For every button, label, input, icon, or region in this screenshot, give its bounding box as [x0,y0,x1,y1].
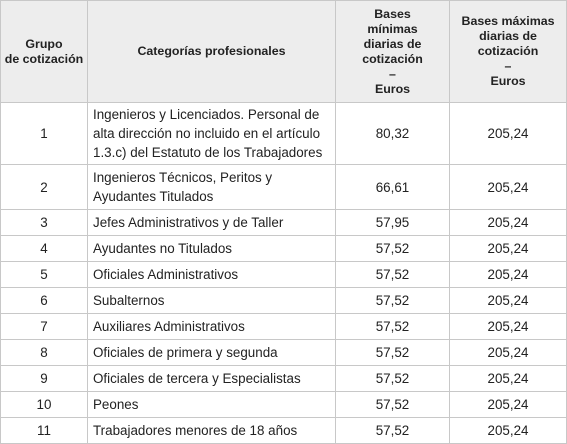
base-minima-cell: 57,52 [336,366,450,392]
base-minima-cell: 57,52 [336,288,450,314]
base-minima-cell: 57,52 [336,392,450,418]
base-maxima-cell: 205,24 [450,288,567,314]
base-minima-cell: 57,52 [336,236,450,262]
table-row [1,340,567,366]
categoria-cell: Oficiales Administrativos [88,262,336,288]
header-grupo: Grupo de cotización [1,1,88,103]
grupo-cell: 10 [1,392,88,418]
grupo-cell: 3 [1,210,88,236]
categoria-cell: Jefes Administrativos y de Taller [88,210,336,236]
base-maxima-cell: 205,24 [450,103,567,165]
table-row [1,366,567,392]
header-categorias: Categorías profesionales [88,1,336,103]
grupo-cell: 7 [1,314,88,340]
base-maxima-cell: 205,24 [450,236,567,262]
grupo-cell: 4 [1,236,88,262]
categoria-cell: Ayudantes no Titulados [88,236,336,262]
table-row [1,262,567,288]
base-minima-cell: 57,52 [336,418,450,444]
categoria-cell: Ingenieros y Licenciados. Personal de alta dirección no incluido en el artículo 1.3.c) del Estatuto de los Trabajadores [88,103,336,165]
base-minima-cell: 57,52 [336,314,450,340]
categoria-cell: Peones [88,392,336,418]
categoria-cell: Oficiales de primera y segunda [88,340,336,366]
grupo-cell: 6 [1,288,88,314]
base-maxima-cell: 205,24 [450,210,567,236]
categoria-cell: Trabajadores menores de 18 años [88,418,336,444]
grupo-cell: 9 [1,366,88,392]
base-minima-cell: 66,61 [336,165,450,210]
base-maxima-cell: 205,24 [450,314,567,340]
table-row [1,314,567,340]
base-minima-cell: 57,52 [336,340,450,366]
table-row [1,103,567,165]
base-minima-cell: 80,32 [336,103,450,165]
table-row [1,165,567,210]
table-row [1,288,567,314]
base-maxima-cell: 205,24 [450,262,567,288]
base-minima-cell: 57,52 [336,262,450,288]
header-bases-minimas: Bases mínimas diarias de cotización – Euros [336,1,450,103]
table-row [1,210,567,236]
header-row [1,1,567,103]
base-minima-cell: 57,95 [336,210,450,236]
grupo-cell: 2 [1,165,88,210]
table-row [1,392,567,418]
categoria-cell: Ingenieros Técnicos, Peritos y Ayudantes Titulados [88,165,336,210]
base-maxima-cell: 205,24 [450,392,567,418]
table-row [1,236,567,262]
grupo-cell: 11 [1,418,88,444]
categoria-cell: Oficiales de tercera y Especialistas [88,366,336,392]
categoria-cell: Auxiliares Administrativos [88,314,336,340]
grupo-cell: 5 [1,262,88,288]
base-maxima-cell: 205,24 [450,165,567,210]
grupo-cell: 8 [1,340,88,366]
base-maxima-cell: 205,24 [450,340,567,366]
grupo-cell: 1 [1,103,88,165]
categoria-cell: Subalternos [88,288,336,314]
header-bases-maximas: Bases máximas diarias de cotización – Euros [450,1,567,103]
base-maxima-cell: 205,24 [450,418,567,444]
base-maxima-cell: 205,24 [450,366,567,392]
